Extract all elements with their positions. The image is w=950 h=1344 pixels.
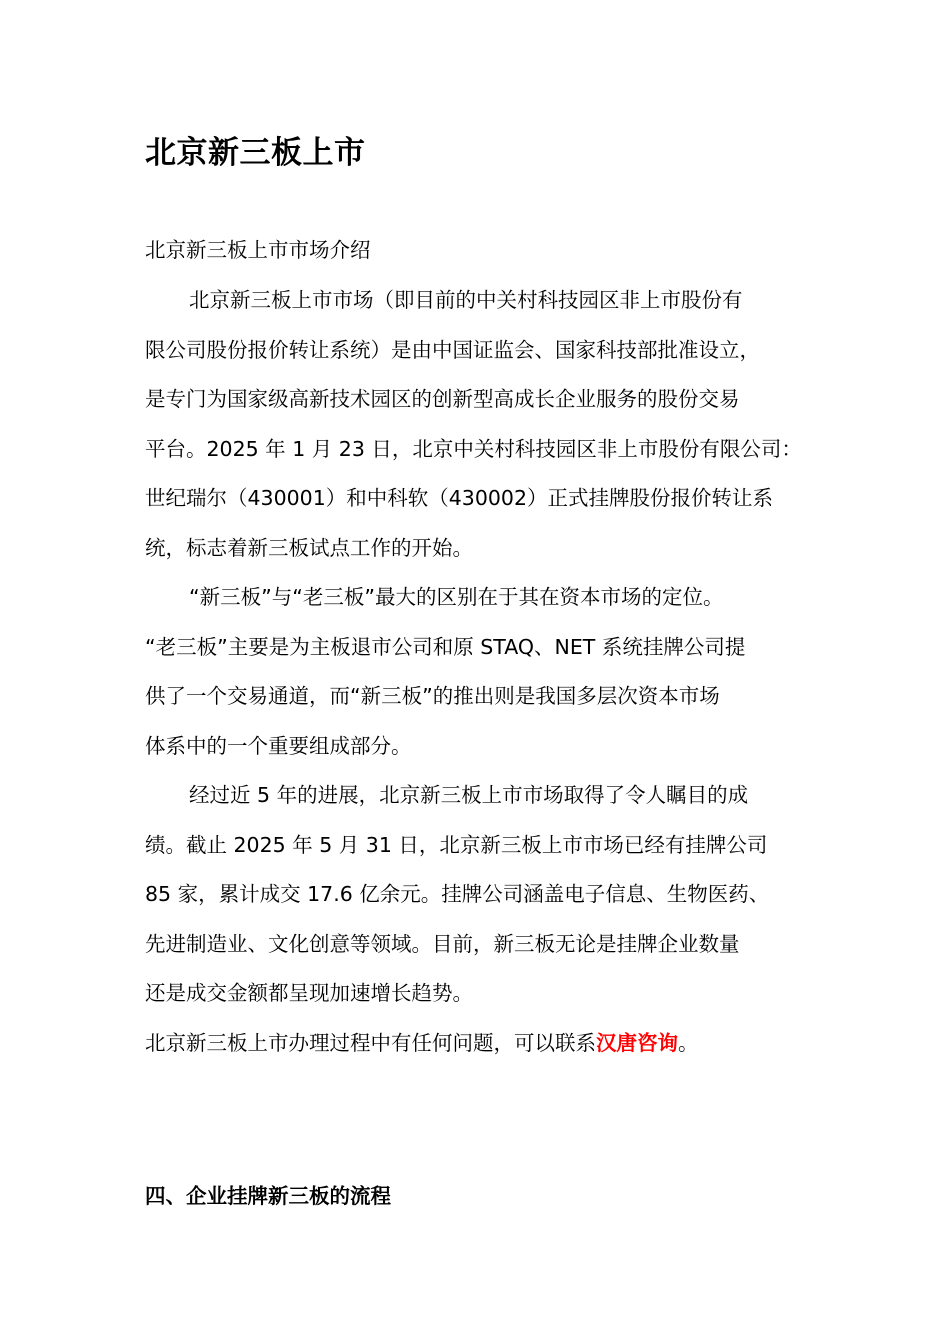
paragraph-line: 北京新三板上市市场（即目前的中关村科技园区非上市股份有 (189, 288, 743, 312)
document-subtitle: 北京新三板上市市场介绍 (145, 238, 371, 262)
document-title: 北京新三板上市 (145, 135, 366, 171)
contact-line (145, 1019, 815, 1069)
paragraph-line: “老三板”主要是为主板退市公司和原 STAQ、NET 系统挂牌公司提 (145, 634, 746, 659)
contact-prefix: 北京新三板上市办理过程中有任何问题，可以联系 (145, 1031, 596, 1055)
paragraph-line: 平台。2025 年 1 月 23 日，北京中关村科技园区非上市股份有限公司： (145, 436, 802, 461)
section-heading: 四、企业挂牌新三板的流程 (145, 1184, 391, 1208)
paragraph-progress (145, 771, 815, 1019)
paragraph-line: 限公司股份报价转让系统）是由中国证监会、国家科技部批准设立， (145, 337, 760, 362)
paragraph-line: 体系中的一个重要组成部分。 (145, 733, 412, 758)
paragraph-line: 还是成交金额都呈现加速增长趋势。 (145, 981, 473, 1005)
contact-suffix: 。 (678, 1031, 699, 1055)
paragraph-line: 85 家，累计成交 17.6 亿余元。挂牌公司涵盖电子信息、生物医药、 (145, 882, 770, 906)
paragraph-line: 经过近 5 年的进展，北京新三板上市市场取得了令人瞩目的成 (189, 783, 749, 807)
paragraph-intro (145, 276, 815, 573)
paragraph-line: 统，标志着新三板试点工作的开始。 (145, 535, 473, 560)
paragraph-line: 绩。截止 2025 年 5 月 31 日，北京新三板上市市场已经有挂牌公司 (145, 832, 768, 857)
paragraph-comparison (145, 573, 815, 771)
paragraph-line: 世纪瑞尔（430001）和中科软（430002）正式挂牌股份报价转让系 (145, 486, 774, 510)
paragraph-line: 供了一个交易通道，而“新三板”的推出则是我国多层次资本市场 (145, 684, 720, 708)
paragraph-line: “新三板”与“老三板”最大的区别在于其在资本市场的定位。 (189, 585, 724, 609)
paragraph-line: 是专门为国家级高新技术园区的创新型高成长企业服务的股份交易 (145, 387, 740, 411)
paragraph-line: 先进制造业、文化创意等领域。目前，新三板无论是挂牌企业数量 (145, 931, 740, 956)
contact-company-link[interactable]: 汉唐咨询 (596, 1031, 678, 1055)
